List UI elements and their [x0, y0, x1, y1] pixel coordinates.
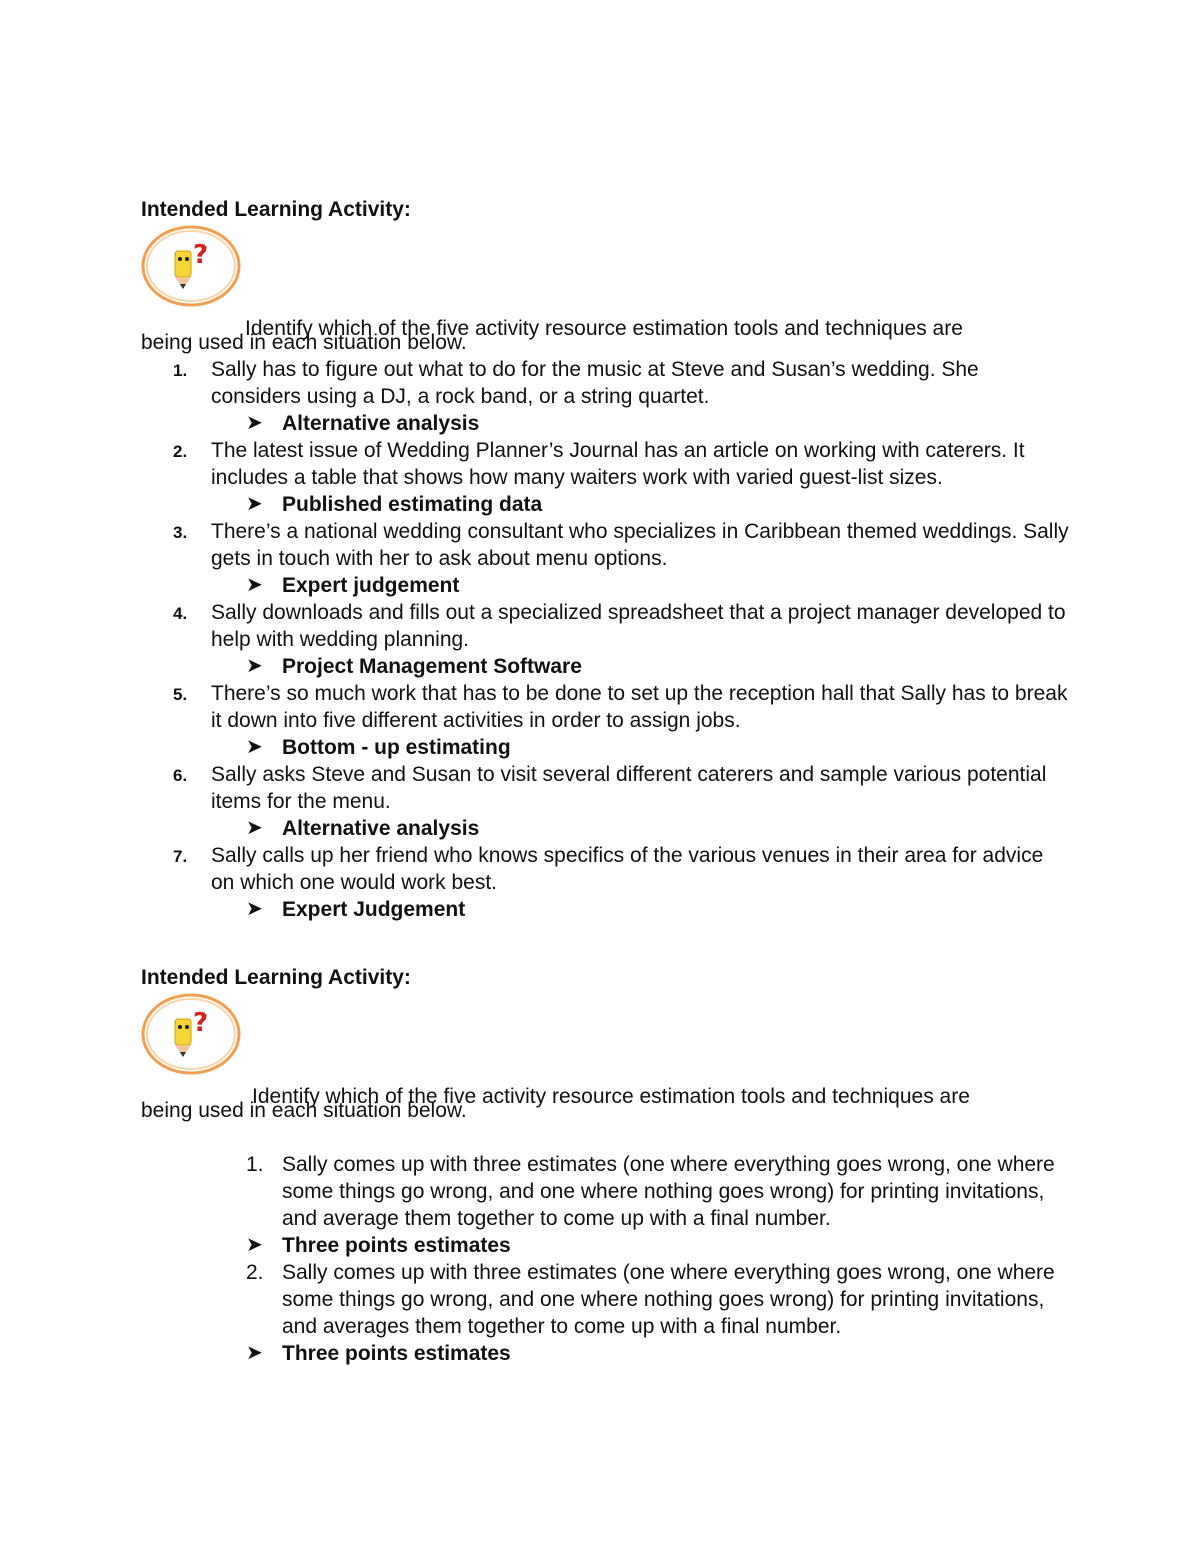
answer: ➤ Expert judgement	[246, 574, 460, 597]
answer: ➤ Published estimating data	[246, 493, 543, 516]
section-heading: Intended Learning Activity:	[141, 966, 411, 989]
answer: ➤ Three points estimates	[246, 1234, 511, 1257]
list-item: 6. Sally asks Steve and Susan to visit several different caterers and sample various potential items for the menu.	[173, 763, 1047, 813]
arrowhead-bullet-icon: ➤	[246, 817, 263, 839]
question-text: There’s a national wedding consultant who specializes in Caribbean themed weddings. Sally gets in touch with her to ask about menu options.	[211, 520, 1069, 570]
list-item: 2. The latest issue of Wedding Planner’s Journal has an article on working with caterers. It includes a table that shows how many waiters work with varied guest-list sizes.	[173, 439, 1025, 489]
question-text: Sally calls up her friend who knows specifics of the various venues in their area for advice on which one would work best.	[211, 844, 1044, 894]
arrowhead-bullet-icon: ➤	[246, 493, 263, 515]
intro-block	[141, 225, 1071, 340]
answer: ➤ Expert Judgement	[246, 898, 466, 921]
pencil-question-icon	[141, 993, 245, 1077]
svg-text:?: ?	[193, 240, 209, 270]
question-list	[141, 356, 1071, 923]
activity-section-2	[141, 964, 1071, 1367]
list-item: 3. There’s a national wedding consultant who specializes in Caribbean themed weddings. Sally gets in touch with her to ask about menu options.	[173, 520, 1069, 570]
list-item: 1. Sally comes up with three estimates (one where everything goes wrong, one where some things go wrong, and one where nothing goes wrong) for printing invitations, and average them together to come up with a final number.	[246, 1153, 1055, 1230]
arrowhead-bullet-icon: ➤	[246, 655, 263, 677]
question-list	[141, 1151, 1071, 1367]
arrowhead-bullet-icon: ➤	[246, 1234, 263, 1256]
question-text: There’s so much work that has to be done to set up the reception hall that Sally has to break it down into five different activities in order to assign jobs.	[211, 682, 1068, 732]
question-text: The latest issue of Wedding Planner’s Journal has an article on working with caterers. It includes a table that shows how many waiters work with varied guest-list sizes.	[211, 439, 1025, 489]
answer: ➤ Alternative analysis	[246, 817, 480, 840]
question-text: Sally has to figure out what to do for the music at Steve and Susan’s wedding. She considers using a DJ, a rock band, or a string quartet.	[211, 358, 979, 408]
pencil-question-icon	[141, 225, 245, 309]
intro-text: Identify which of the five activity resource estimation tools and techniques are	[245, 317, 963, 340]
intro-text-continued: being used in each situation below.	[141, 1099, 467, 1122]
question-text: Sally comes up with three estimates (one where everything goes wrong, one where some things go wrong, and one where nothing goes wrong) for printing invitations, and averages them together to come up with a final number.	[282, 1261, 1055, 1338]
answer: ➤ Project Management Software	[246, 655, 582, 678]
list-item: 7. Sally calls up her friend who knows specifics of the various venues in their area for advice on which one would work best.	[173, 844, 1044, 894]
arrowhead-bullet-icon: ➤	[246, 736, 263, 758]
answer: ➤ Three points estimates	[246, 1342, 511, 1365]
question-text: Sally asks Steve and Susan to visit several different caterers and sample various potential items for the menu.	[211, 763, 1047, 813]
question-text: Sally comes up with three estimates (one where everything goes wrong, one where some things go wrong, and one where nothing goes wrong) for printing invitations, and average them together to come up with a final number.	[282, 1153, 1055, 1230]
activity-section-1	[141, 196, 1071, 923]
arrowhead-bullet-icon: ➤	[246, 1342, 263, 1364]
section-heading: Intended Learning Activity:	[141, 198, 411, 221]
question-text: Sally downloads and fills out a specialized spreadsheet that a project manager developed to help with wedding planning.	[211, 601, 1066, 651]
list-item: 4. Sally downloads and fills out a specialized spreadsheet that a project manager developed to help with wedding planning.	[173, 601, 1066, 651]
arrowhead-bullet-icon: ➤	[246, 574, 263, 596]
intro-text: Identify which of the five activity resource estimation tools and techniques are	[252, 1085, 970, 1108]
arrowhead-bullet-icon: ➤	[246, 412, 263, 434]
answer: ➤ Bottom - up estimating	[246, 736, 511, 759]
intro-text-continued: being used in each situation below.	[141, 331, 467, 354]
list-item: 2. Sally comes up with three estimates (one where everything goes wrong, one where some things go wrong, and one where nothing goes wrong) for printing invitations, and averages them together to come up with a final number.	[246, 1261, 1055, 1338]
svg-text:?: ?	[193, 1008, 209, 1038]
list-item: 5. There’s so much work that has to be done to set up the reception hall that Sally has to break it down into five different activities in order to assign jobs.	[173, 682, 1068, 732]
arrowhead-bullet-icon: ➤	[246, 898, 263, 920]
intro-block	[141, 993, 1071, 1108]
answer: ➤ Alternative analysis	[246, 412, 480, 435]
list-item: 1. Sally has to figure out what to do for the music at Steve and Susan’s wedding. She considers using a DJ, a rock band, or a string quartet.	[173, 358, 979, 408]
